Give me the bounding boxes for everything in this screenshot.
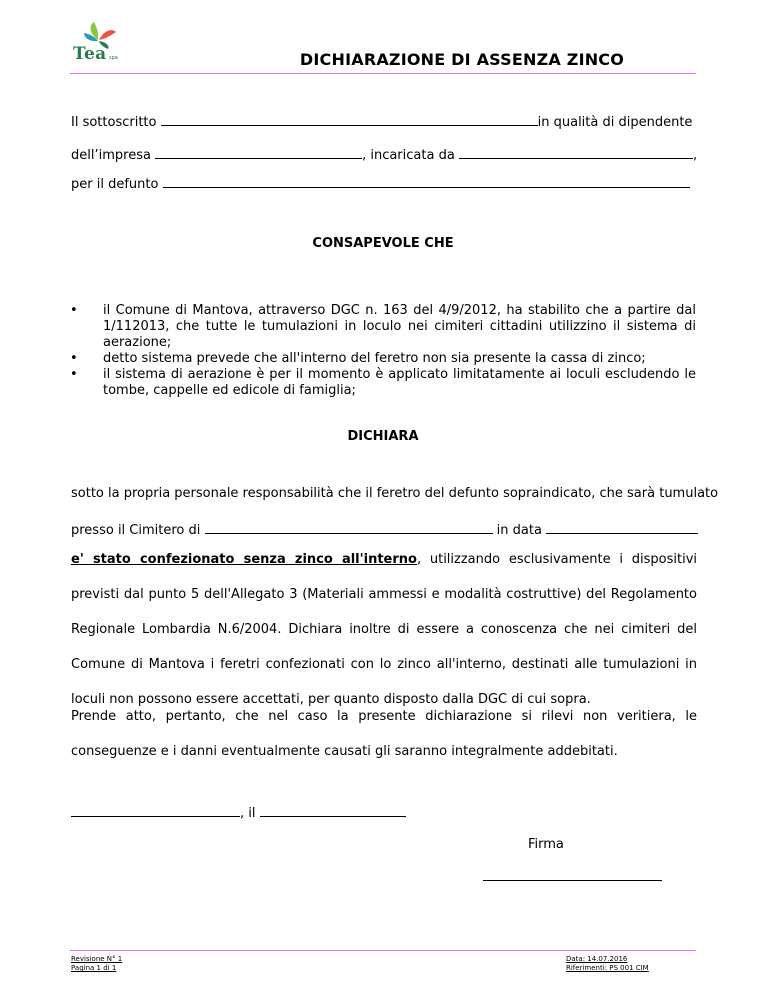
appointed-by-label: , incaricata da (362, 148, 455, 163)
declaration-line-cemetery (71, 521, 698, 538)
place-date-line (71, 804, 406, 821)
list-item (70, 303, 696, 351)
footer-left (71, 955, 122, 973)
list-item-text: detto sistema prevede che all'interno del feretro non sia presente la cassa di zinco; (103, 351, 646, 366)
form-line-subscriber (71, 113, 692, 130)
role-label: in qualità di dipendente (537, 115, 693, 130)
deceased-label: per il defunto (71, 177, 159, 192)
page-number: Pagina 1 di 1 (71, 964, 117, 972)
place-date-separator: , il (240, 806, 256, 821)
list-item (70, 367, 696, 399)
place-field[interactable] (71, 804, 240, 817)
list-item-text: il sistema di aerazione è per il momento è applicato limitatamente ai loculi escludendo le tombe, cappelle ed edicole di famiglia; (103, 367, 696, 398)
bullet-icon: • (70, 367, 78, 382)
form-line-deceased (71, 175, 690, 192)
cemetery-field[interactable] (205, 521, 493, 534)
bullet-icon: • (70, 351, 78, 366)
signature-field[interactable] (483, 868, 662, 881)
conditions-list (70, 303, 696, 399)
subscriber-name-field[interactable] (161, 113, 538, 126)
header-divider (70, 73, 696, 74)
declaration-body-text: , utilizzando esclusivamente i dispositivi previsti dal punto 5 dell'Allegato 3 (Materiali ammessi e modalità costruttive) del Regolamento Regionale Lombardia N.6/2004. Dichiara inoltre di essere a conoscenza che nei cimiteri del Comune di Mantova i feretri confezionati con lo zinco all'interno, destinati alle tumulazioni in loculi non possono essere accettati, per quanto disposto dalla DGC di cui sopra. (71, 552, 698, 707)
list-item-text: il Comune di Mantova, attraverso DGC n. 163 del 4/9/2012, ha stabilito che a partire dal 1/112013, che tutte le tumulazioni in loculo nei cimiteri cittadini utilizzino il sistema di aerazione; (103, 303, 696, 350)
date-label: in data (496, 523, 542, 538)
signature-label: Firma (528, 837, 564, 852)
document-date: Data: 14.07.2016 (566, 955, 628, 963)
company-logo (70, 20, 130, 72)
signature-line (483, 868, 662, 885)
form-line-company (71, 146, 697, 163)
section-heading-aware: CONSAPEVOLE CHE (312, 236, 454, 251)
logo-wordmark: Tea (73, 44, 107, 64)
company-label: dell’impresa (71, 148, 151, 163)
section-heading-declares: DICHIARA (347, 429, 419, 444)
declaration-body (71, 542, 697, 717)
logo-spa-label: spa (109, 55, 118, 61)
footer-divider (70, 950, 696, 951)
revision-number: Revisione N° 1 (71, 955, 123, 963)
consequences-paragraph: Prende atto, pertanto, che nel caso la presente dichiarazione si rilevi non veritiera, le conseguenze e i danni eventualmente causati gli saranno integralmente addebitati. (71, 709, 697, 759)
declaration-emphasis: e' stato confezionato senza zinco all'interno (71, 552, 417, 567)
document-reference: Riferimenti: PS 001 CIM (566, 964, 649, 972)
comma-sep: , (692, 148, 698, 163)
bullet-icon: • (70, 303, 78, 318)
deceased-name-field[interactable] (163, 175, 690, 188)
appointed-by-field[interactable] (459, 146, 693, 159)
document-title: DICHIARAZIONE DI ASSENZA ZINCO (299, 50, 625, 69)
subscriber-label: Il sottoscritto (71, 115, 157, 130)
cemetery-label: presso il Cimitero di (71, 523, 201, 538)
signature-date-field[interactable] (260, 804, 406, 817)
burial-date-field[interactable] (546, 521, 698, 534)
declaration-line-1: sotto la propria personale responsabilità che il feretro del defunto sopraindicato, che sarà tumulato (71, 486, 719, 501)
company-name-field[interactable] (155, 146, 362, 159)
footer-right (566, 955, 649, 973)
list-item (70, 351, 696, 367)
